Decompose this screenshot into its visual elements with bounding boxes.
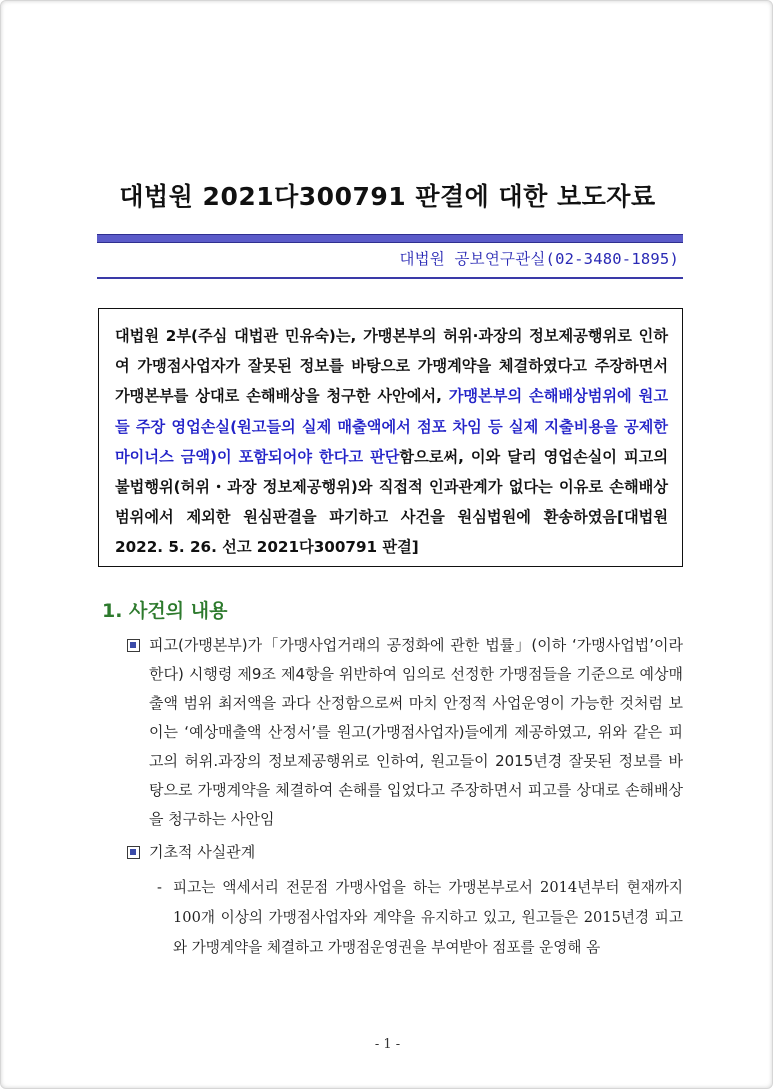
summary-box: [98, 308, 683, 567]
page-number: - 1 -: [374, 1037, 401, 1052]
summary-highlight: 가맹본부의 손해배상범위에 원고들 주장 영업손실(원고들의 실제 매출액에서 점포 차임 등 실제 지출비용을 공제한 마이너스 금액)이 포함되어야 한다고 판단: [115, 387, 668, 466]
bullet-text: 피고(가맹본부)가「가맹사업거래의 공정화에 관한 법률」(이하 ‘가맹사업법’이라 한다) 시행령 제9조 제4항을 위반하여 임의로 선정한 가맹점들을 기준으로 예상매출액 범위 최저액을 과다 산정함으로써 마치 안정적 사업운영이 가능한 것처럼 보이는 ‘예상매출액 산정서’를 원고(가맹점사업자)들에게 제공하였고, 위와 같은 피고의 허위.과장의 정보제공행위로 인하여, 원고들이 2015년경 잘못된 정보를 바탕으로 가맹계약을 체결하여 손해를 입었다고 주장하면서 피고를 상대로 손해배상을 청구하는 사안임: [149, 636, 683, 828]
contact-divider-line: [97, 277, 683, 279]
square-bullet-icon: [127, 846, 140, 859]
section-heading-case: 1. 사건의 내용: [102, 600, 228, 622]
sub-bullet-item: [157, 873, 683, 963]
bullet-item: [127, 631, 683, 834]
title-divider-bar: [97, 234, 683, 243]
square-bullet-icon: [127, 639, 140, 652]
summary-text: 대법원 2부(주심 대법관 민유숙)는, 가맹본부의 허위·과장의 정보제공행위로 인하여 가맹점사업자가 잘못된 정보를 바탕으로 가맹계약을 체결하였다고 주장하면서 가맹본부를 상대로 손해배상을 청구한 사안에서,: [115, 327, 668, 406]
contact-info: 대법원 공보연구관실(02-3480-1895): [399, 250, 679, 268]
page-title: 대법원 2021다300791 판결에 대한 보도자료: [119, 182, 656, 211]
bullet-text: 기초적 사실관계: [149, 843, 256, 861]
bullet-item: [127, 838, 683, 867]
summary-text-end: 함으로써, 이와 달리 영업손실이 피고의 불법행위(허위・과장 정보제공행위)와 직접적 인과관계가 없다는 이유로 손해배상범위에서 제외한 원심판결을 파기하고 사건을 원심법원에 환송하였음[대법원 2022. 5. 26. 선고 2021다300791 판결]: [115, 447, 668, 557]
dash-marker: -: [157, 879, 162, 896]
sub-bullet-text: 피고는 액세서리 전문점 가맹사업을 하는 가맹본부로서 2014년부터 현재까지 100개 이상의 가맹점사업자와 계약을 유지하고 있고, 원고들은 2015년경 피고와 가맹계약을 체결하고 가맹점운영권을 부여받아 점포를 운영해 옴: [173, 879, 683, 956]
